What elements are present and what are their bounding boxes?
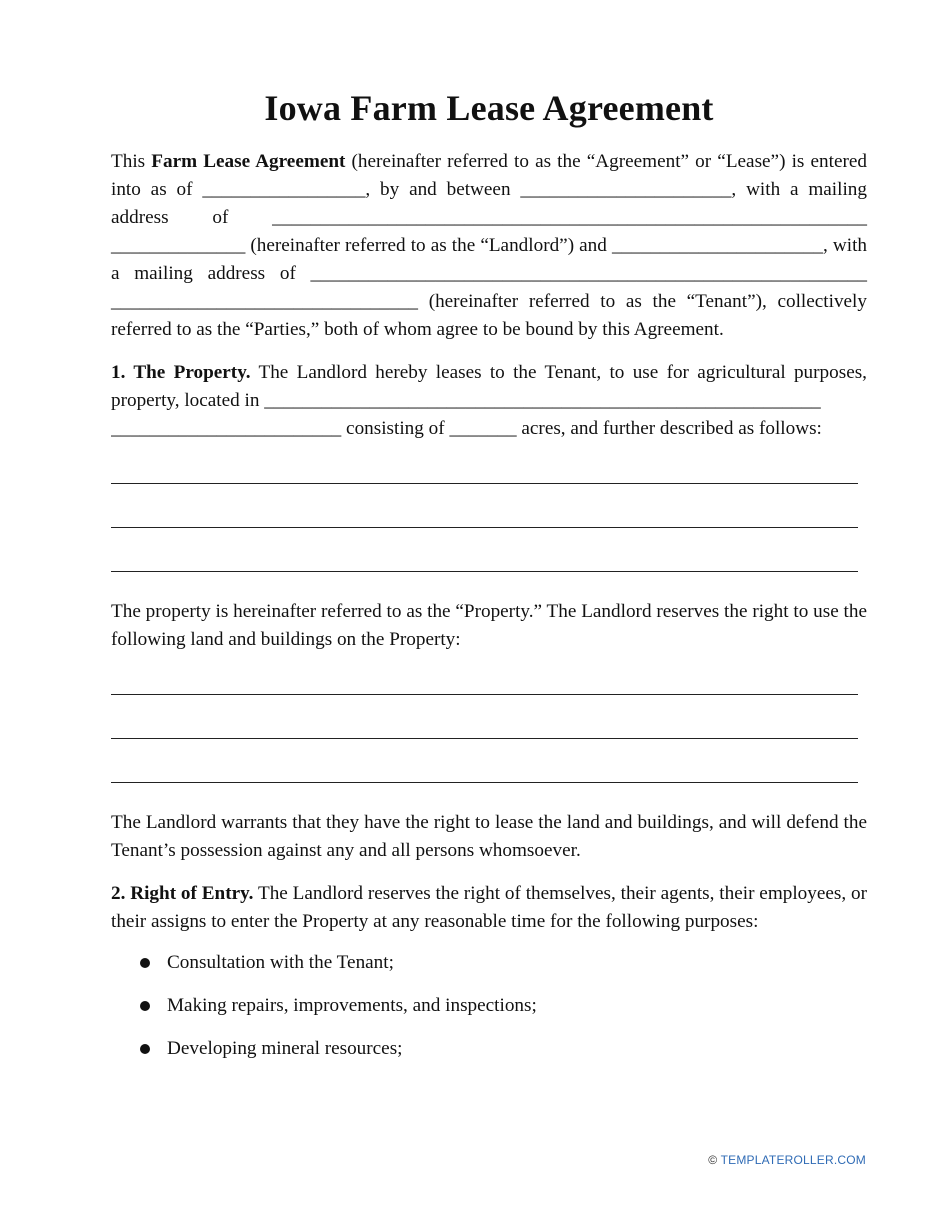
document-page [111, 84, 867, 1078]
intro-text-rest: (hereinafter referred to as the “Agreement” or “Lease”) is entered into as of _________________, by and between ______________________, with a mailing address of ______________________________________________________________ ______________ (hereinafter referred to as the “Landlord”) and ______________________, with a mailing address of __________________________________________________________ ________________________________ (hereinafter referred to as the “Tenant”), collectively referred to as the “Parties,” both of whom agree to be bound by this Agreement. [111, 151, 867, 340]
document-title: Iowa Farm Lease Agreement [264, 88, 714, 128]
blank-line[interactable] [111, 670, 858, 695]
property-reservation-paragraph: The property is hereinafter referred to as the “Property.” The Landlord reserves the right to use the following land and buildings on the Property: [111, 601, 867, 650]
list-item [111, 1035, 867, 1078]
blank-line[interactable] [111, 547, 858, 572]
section-1-heading: 1. The Property. [111, 362, 251, 383]
blank-line[interactable] [111, 459, 858, 484]
blank-line[interactable] [111, 503, 858, 528]
footer-brand-link[interactable]: TEMPLATEROLLER.COM [720, 1153, 866, 1167]
blank-line[interactable] [111, 758, 858, 783]
section-1-paragraph [111, 359, 867, 415]
section-2-text: The Landlord reserves the right of themselves, their agents, their employees, or their assigns to enter the Property at any reasonable time for the following purposes: [111, 883, 867, 932]
reserved-land-blanks [111, 670, 867, 783]
list-item-text: Developing mineral resources; [167, 1038, 403, 1059]
list-item [111, 949, 867, 992]
copyright-icon: © [708, 1153, 718, 1167]
bullet-icon [140, 1044, 150, 1054]
section-2-heading: 2. Right of Entry. [111, 883, 254, 904]
intro-text-start: This [111, 151, 152, 172]
list-item-text: Consultation with the Tenant; [167, 952, 394, 973]
section-1-acres-line: ________________________ consisting of _______ acres, and further described as follows: [111, 418, 822, 439]
bullet-icon [140, 1001, 150, 1011]
property-description-blanks [111, 459, 867, 572]
intro-bold-term: Farm Lease Agreement [151, 151, 346, 172]
warranty-paragraph: The Landlord warrants that they have the right to lease the land and buildings, and will defend the Tenant’s possession against any and all persons whomsoever. [111, 812, 867, 861]
section-2-paragraph [111, 880, 867, 936]
section-1-text: The Landlord hereby leases to the Tenant, to use for agricultural purposes, property, located in __________________________________________________________ [111, 362, 867, 411]
footer-brand[interactable] [708, 1153, 866, 1167]
blank-line[interactable] [111, 714, 858, 739]
list-item-text: Making repairs, improvements, and inspections; [167, 995, 537, 1016]
list-item [111, 992, 867, 1035]
intro-paragraph [111, 148, 867, 344]
entry-purposes-list [111, 949, 867, 1078]
bullet-icon [140, 958, 150, 968]
